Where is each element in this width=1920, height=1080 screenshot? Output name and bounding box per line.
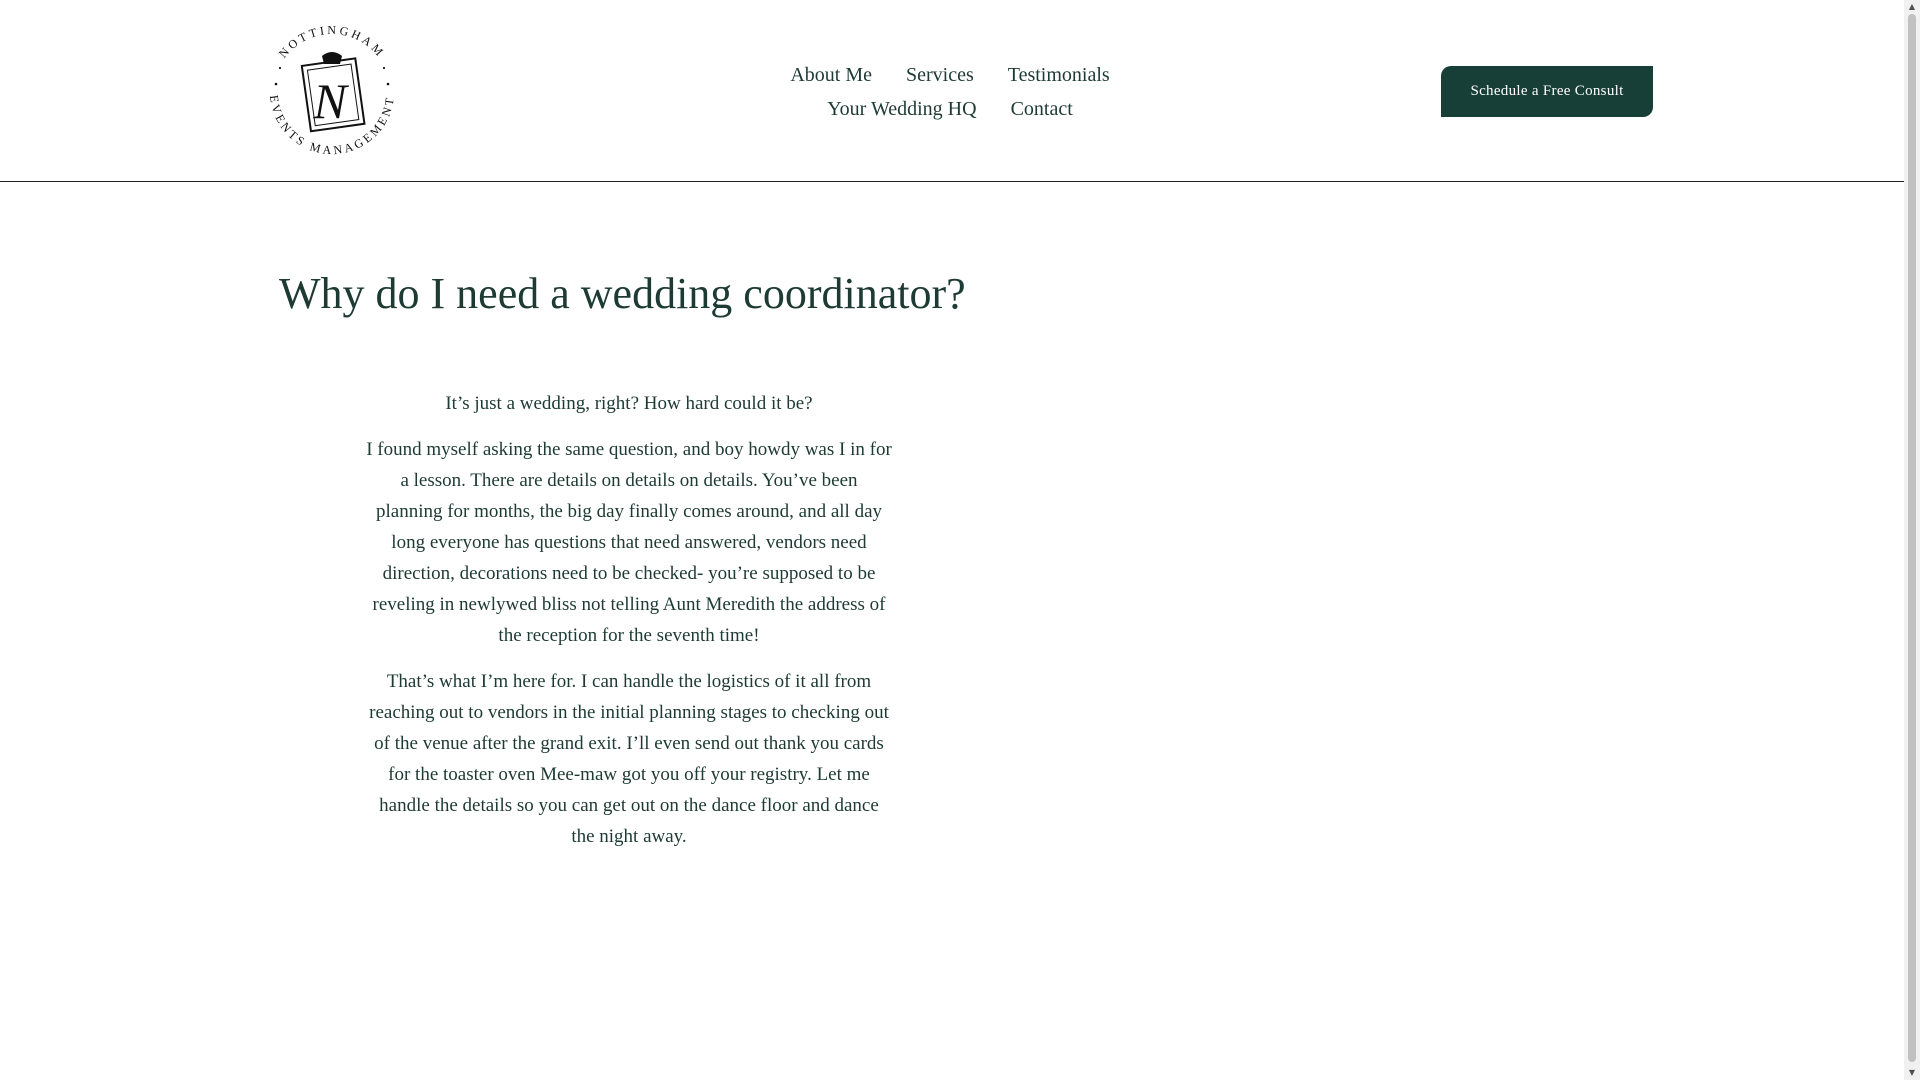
nottingham-monogram-logo-icon: [256, 16, 408, 168]
schedule-consult-button[interactable]: Schedule a Free Consult: [1441, 66, 1653, 117]
logo[interactable]: [256, 16, 408, 168]
scrollbar-thumb[interactable]: [1908, 14, 1916, 1062]
story-paragraph: I found myself asking the same question, and boy howdy was I in for a lesson. There are details on details on details. You’ve been planning for months, the big day finally comes around, and all day long everyone has questions that need answered, vendors need direction, decorations need to be checked- you’re supposed to be reveling in newlywed bliss not telling Aunt Meredith the address of the reception for the seventh time!: [366, 439, 892, 646]
nav-row-1: [770, 58, 1130, 92]
body-text: [366, 388, 892, 867]
nav-link-your-wedding-hq[interactable]: Your Wedding HQ: [827, 98, 977, 120]
page-title: Why do I need a wedding coordinator?: [279, 269, 966, 318]
nav-row-2: [770, 92, 1130, 126]
scroll-down-arrow-icon[interactable]: ▼: [1908, 1068, 1916, 1077]
logo-top-text: NOTTINGHAM: [275, 22, 389, 61]
vertical-scrollbar[interactable]: [1904, 0, 1920, 1080]
site-header: [0, 0, 1904, 182]
nav-link-services[interactable]: Services: [905, 64, 974, 86]
logo-monogram: N: [313, 73, 347, 129]
nav-link-contact[interactable]: Contact: [1010, 98, 1073, 120]
main-nav: [770, 58, 1130, 126]
nav-link-testimonials[interactable]: Testimonials: [1007, 64, 1110, 86]
intro-paragraph: It’s just a wedding, right? How hard could it be?: [445, 393, 813, 414]
scroll-up-arrow-icon[interactable]: ▲: [1908, 2, 1916, 11]
nav-link-about-me[interactable]: About Me: [790, 64, 872, 86]
logo-bottom-text: EVENTS MANAGEMENT: [266, 94, 398, 158]
service-paragraph: That’s what I’m here for. I can handle the logistics of it all from reaching out to vendors in the initial planning stages to checking out of the venue after the grand exit. I’ll even send out thank you cards for the toaster oven Mee-maw got you off your registry. Let me handle the details so you can get out on the dance floor and dance the night away.: [369, 671, 889, 847]
